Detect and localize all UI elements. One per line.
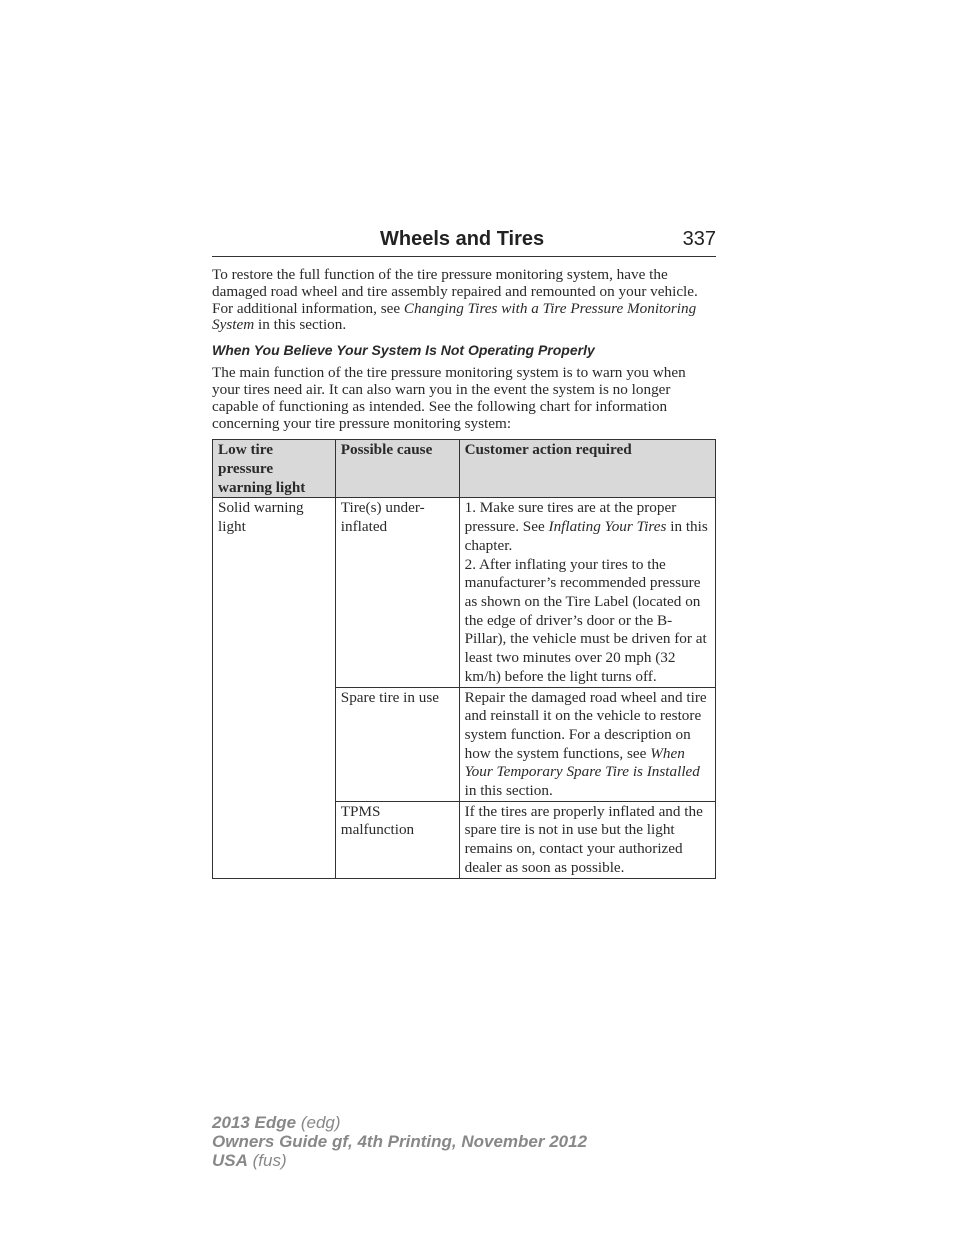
footer-model-code: (edg) bbox=[296, 1113, 341, 1132]
warning-light-cell: Solid warning light bbox=[213, 498, 336, 878]
table-row bbox=[213, 498, 716, 687]
footer-market: USA bbox=[212, 1151, 248, 1170]
action-cross-reference: Inflating Your Tires bbox=[548, 518, 667, 536]
intro-paragraph bbox=[212, 267, 716, 334]
section-title: Wheels and Tires bbox=[380, 228, 545, 250]
page-content bbox=[212, 228, 716, 879]
column-header-customer-action: Customer action required bbox=[459, 440, 715, 498]
action-text: 1. Make sure tires are at the proper pressure. See bbox=[464, 499, 677, 536]
action-text-step-2: 2. After inflating your tires to the manufacturer’s recommended pressure as shown on the Tire Label (located on the edge of driver’s door or the B-Pillar), the vehicle must be driven for at least two minutes over 20 mph (32 km/h) before the light turns off. bbox=[464, 555, 707, 685]
footer-line-model bbox=[212, 1113, 587, 1132]
footer-market-code: (fus) bbox=[247, 1151, 287, 1170]
action-cell: If the tires are properly inflated and the spare tire is not in use but the light remains on, contact your authorized dealer as soon as possible. bbox=[459, 801, 715, 878]
column-header-warning-light: Low tire pressure warning light bbox=[213, 440, 336, 498]
footer-model: 2013 Edge bbox=[212, 1113, 297, 1132]
intro-text: To restore the full function of the tire pressure monitoring system, have the damaged road wheel and tire assembly repaired and remounted on your vehicle. For additional information, see bbox=[212, 266, 698, 317]
cause-cell: Spare tire in use bbox=[335, 687, 459, 801]
tpms-table bbox=[212, 439, 716, 878]
subheading: When You Believe Your System Is Not Operating Properly bbox=[212, 342, 595, 359]
action-text-end: in this chapter. bbox=[464, 518, 708, 554]
page-number: 337 bbox=[682, 228, 716, 250]
table-header-row bbox=[213, 440, 716, 498]
action-cell bbox=[459, 498, 715, 687]
cause-cell: Tire(s) under-inflated bbox=[335, 498, 459, 687]
main-paragraph: The main function of the tire pressure monitoring system is to warn you when your tires need air. It can also warn you in the event the system is no longer capable of functioning as intended. See the following chart for information concerning your tire pressure monitoring system: bbox=[212, 364, 686, 432]
action-text: Repair the damaged road wheel and tire and reinstall it on the vehicle to restore system function. For a description on how the system functions, see bbox=[464, 688, 707, 762]
footer-line-guide: Owners Guide gf, 4th Printing, November 2012 bbox=[212, 1132, 588, 1151]
page-header bbox=[212, 228, 716, 257]
cause-cell: TPMS malfunction bbox=[335, 801, 459, 878]
footer-line-market bbox=[212, 1151, 587, 1170]
intro-text-end: in this section. bbox=[254, 316, 347, 334]
page-footer bbox=[212, 1113, 587, 1170]
action-cell bbox=[459, 687, 715, 801]
action-cross-reference: When Your Temporary Spare Tire is Installed bbox=[464, 744, 700, 781]
column-header-possible-cause: Possible cause bbox=[335, 440, 459, 498]
intro-cross-reference: Changing Tires with a Tire Pressure Monitoring System bbox=[212, 299, 697, 334]
action-text-end: in this section. bbox=[464, 782, 553, 800]
